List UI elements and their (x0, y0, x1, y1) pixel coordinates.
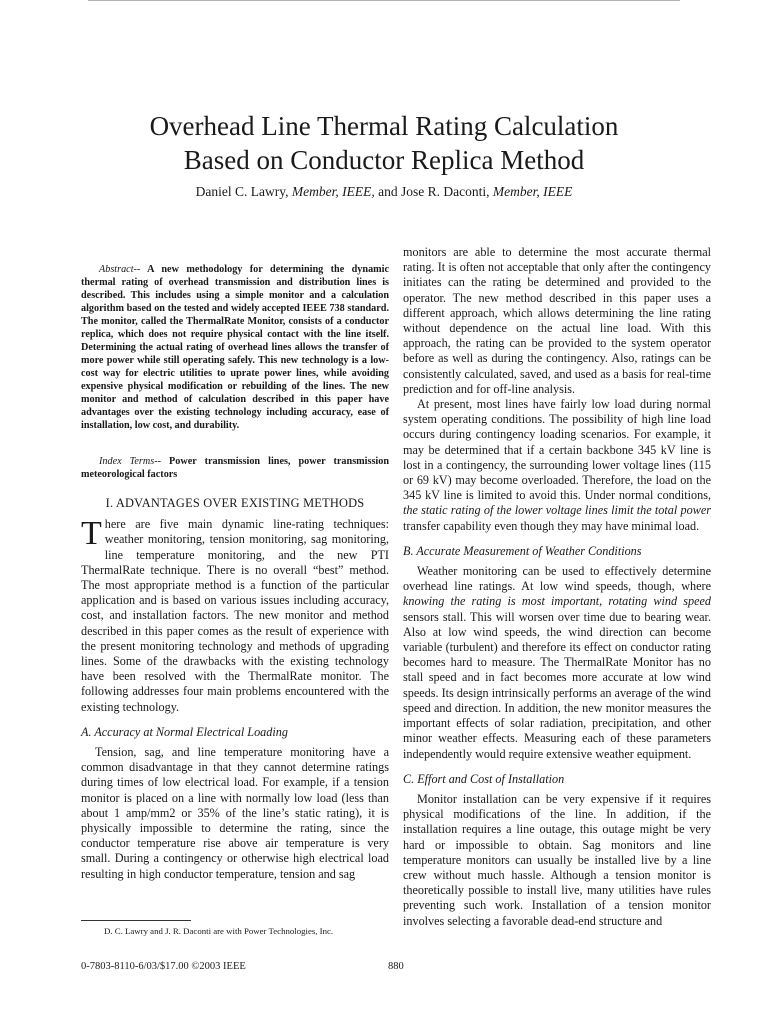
right-p2-text-c: transfer capability even though they may have minimal load. (403, 518, 700, 533)
subsection-heading-b: B. Accurate Measurement of Weather Conditions (403, 543, 642, 558)
drop-cap: T (81, 515, 102, 553)
right-column (403, 245, 711, 929)
left-column (81, 245, 389, 882)
section1-paragraph (81, 517, 389, 715)
author-2-membership: Member, IEEE (492, 184, 573, 199)
subsec-b-text-a: Weather monitoring can be used to effectively determine overhead line ratings. At low wind speeds, though, where (403, 564, 711, 594)
subsec-b-text-c: sensors stall. This will worsen over time due to bearing wear. Also at low wind speeds, the wind direction can become variable (turbulent) and therefore its effect on conductor rating becomes hard to measure. The ThermalRate Monitor has no stall speed and in fact becomes more accurate at low wind speeds. Its design intrinsically performs an average of the wind speed and direction. In addition, the new monitor measures the important effects of solar radiation, precipitation, and other minor weather effects. Measuring each of these parameters independently would require extensive weather equipment. (403, 609, 711, 761)
subsection-a-paragraph: Tension, sag, and line temperature monitoring have a common disadvantage in that they cannot determine ratings during times of low electrical load. For example, if a tension monitor is placed on a line with normally low load (less than about 1 amp/mm2 or 35% of the line’s static rating), it is physically impossible to determine the rating, since the conductor temperature rise above air temperature is very small. During a contingency or otherwise high electrical load resulting in high conductor temperature, tension and sag (81, 745, 389, 881)
page-number: 880 (388, 961, 404, 972)
index-terms (81, 455, 389, 481)
subsection-heading-a: A. Accuracy at Normal Electrical Loading (81, 724, 288, 739)
subsec-b-italic: knowing the rating is most important, rotating wind speed (403, 594, 711, 609)
author-conjunction: and (378, 184, 398, 199)
footnote-rule (81, 920, 191, 921)
index-terms-text: Power transmission lines, power transmission meteorological factors (81, 456, 389, 480)
right-p2-text-a: At present, most lines have fairly low load during normal system operating conditions. The possibility of high line load occurs during contingency loading scenarios. For example, it may be determined that if a certain backbone 345 kV line is lost in a contingency, the surrounding lower voltage lines (115 or 69 kV) may become overloaded. Therefore, the load on the 345 kV line is limited to avoid this. Under normal conditions, (403, 397, 711, 503)
right-paragraph-2 (403, 397, 711, 534)
author-line (0, 184, 768, 200)
subsection-b-paragraph (403, 564, 711, 762)
abstract-text: A new methodology for determining the dynamic thermal rating of overhead transmission and distribution lines is described. This includes using a simple monitor and a calculation algorithm based on the tested and widely accepted IEEE 738 standard. The monitor, called the ThermalRate Monitor, consists of a conductor replica, which does not require physical contact with the line itself. Determining the actual rating of overhead lines allows the transfer of more power while still operating safely. This new technology is a low-cost way for electric utilities to uprate power lines, while avoiding expensive physical modification or rebuilding of the lines. The new monitor and method of calculation described in this paper have advantages over the existing technology including accuracy, ease of installation, low cost, and durability. (81, 264, 390, 431)
author-2: Jose R. Daconti, (400, 184, 490, 199)
abstract-lead: Abstract-- (99, 264, 141, 275)
author-1-membership: Member, IEEE, (291, 184, 375, 199)
top-rule (88, 0, 680, 1)
subsection-heading-c: C. Effort and Cost of Installation (403, 771, 565, 786)
right-p2-italic: the static rating of the lower voltage lines limit the total power (403, 503, 711, 518)
footer-copyright-id: 0-7803-8110-6/03/$17.00 ©2003 IEEE (81, 961, 246, 972)
section1-text: here are five main dynamic line-rating techniques: weather monitoring, tension monitoring, sag monitoring, line temperature monitoring, and the new PTI ThermalRate technique. There is no overall “best” method. The most appropriate method is a function of the particular application and is based on various issues including accuracy, cost, and installation factors. The new monitor and method described in this paper comes as the result of experience with the present monitoring technology and methods of upgrading lines. Some of the drawbacks with the existing technology have been resolved with the ThermalRate monitor. The following addresses four main problems encountered with the existing technology. (81, 517, 389, 714)
footnote: D. C. Lawry and J. R. Daconti are with Power Technologies, Inc. (104, 926, 334, 936)
author-1: Daniel C. Lawry, (195, 184, 289, 199)
paper-title-line1: Overhead Line Thermal Rating Calculation (149, 111, 619, 141)
index-terms-lead: Index Terms-- (99, 456, 161, 467)
section-heading-1: I. ADVANTAGES OVER EXISTING METHODS (105, 496, 365, 510)
continued-paragraph: monitors are able to determine the most accurate thermal rating. It is often not acceptable that only after the contingency initiates can the rating be determined and provided to the operator. The new method described in this paper uses a different approach, which allows determining the line rating without dependence on the actual line load. With this approach, the rating can be provided to the system operator before as well as during the contingency. Also, ratings can be consistently calculated, saved, and used as a basis for real-time prediction and for off-line analysis. (403, 245, 711, 396)
abstract (81, 263, 389, 432)
subsection-c-paragraph: Monitor installation can be very expensive if it requires physical modifications of the line. In addition, if the installation requires a line outage, this outage might be very hard or impossible to obtain. Sag monitors and line temperature monitors can usually be installed live by a line crew without much hassle. Although a tension monitor is theoretically possible to install live, many utilities have rules preventing such work. Installation of a tension monitor involves selecting a favorable dead-end structure and (403, 791, 711, 928)
paper-title-line2: Based on Conductor Replica Method (183, 145, 585, 175)
